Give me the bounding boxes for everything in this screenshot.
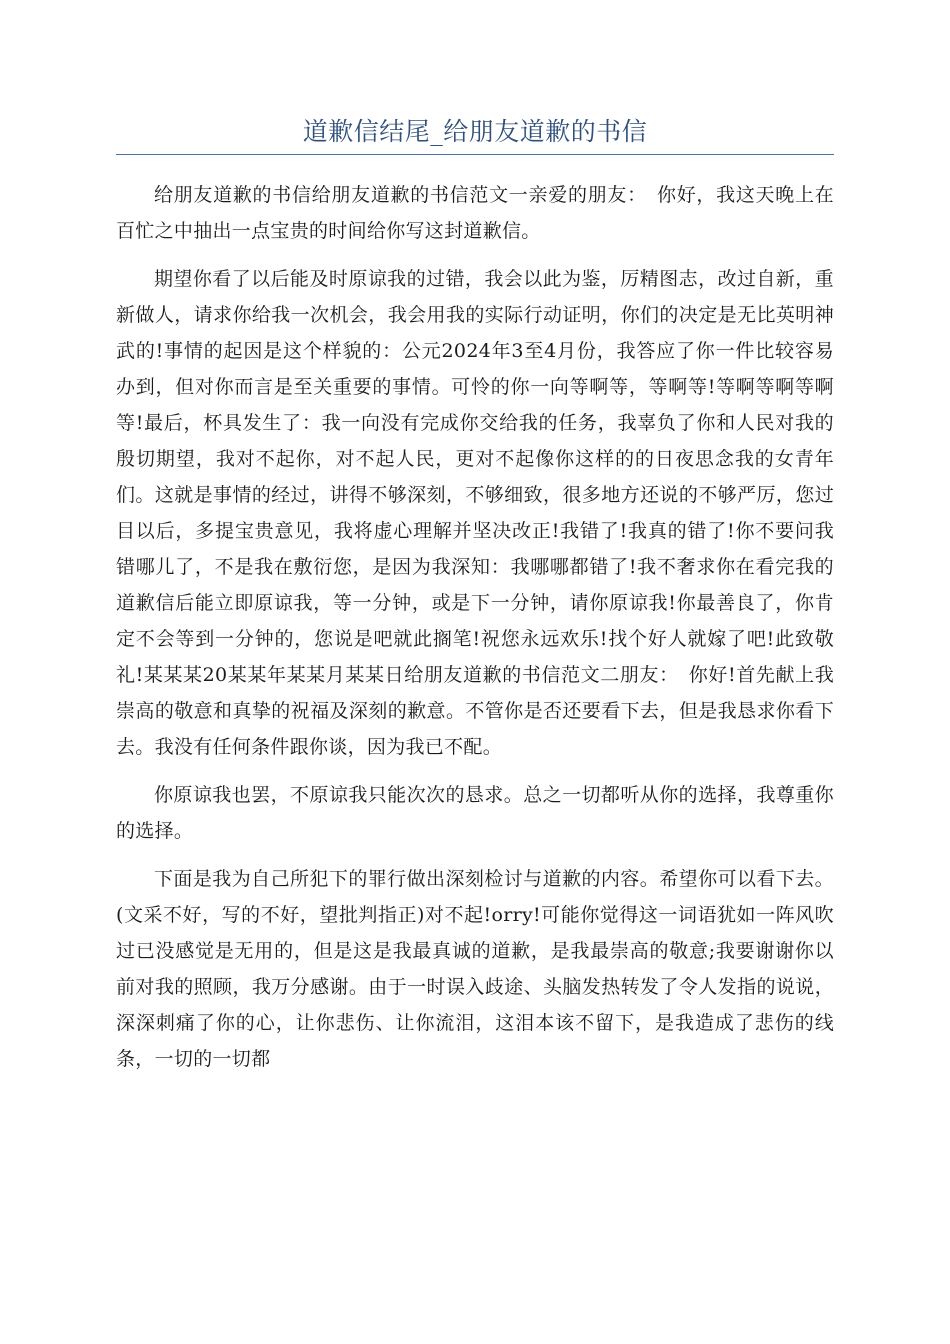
paragraph: 下面是我为自己所犯下的罪行做出深刻检讨与道歉的内容。希望你可以看下去。(文采不好，写的不好，望批判指正)对不起!orry!可能你觉得这一词语犹如一阵风吹过已没感觉是无用的，但是这是我最真诚的道歉，是我最崇高的敬意;我要谢谢你以前对我的照顾，我万分感谢。由于一时误入歧途、头脑发热转发了令人发指的说说，深深刺痛了你的心，让你悲伤、让你流泪，这泪本该不留下，是我造成了悲伤的线条，一切的一切都 bbox=[116, 868, 834, 1070]
paragraph: 期望你看了以后能及时原谅我的过错，我会以此为鉴，厉精图志，改过自新，重新做人，请求你给我一次机会，我会用我的实际行动证明，你们的决定是无比英明神武的!事情的起因是这个样貌的：公元2024年3至4月份，我答应了你一件比较容易办到，但对你而言是至关重要的事情。可怜的你一向等啊等，等啊等!等啊等啊等啊等!最后，杯具发生了：我一向没有完成你交给我的任务，我辜负了你和人民对我的殷切期望，我对不起你，对不起人民，更对不起像你这样的的日夜思念我的女青年们。这就是事情的经过，讲得不够深刻，不够细致，很多地方还说的不够严厉，您过目以后，多提宝贵意见，我将虚心理解并坚决改正!我错了!我真的错了!你不要问我错哪儿了，不是我在敷衍您，是因为我深知：我哪哪都错了!我不奢求你在看完我的道歉信后能立即原谅我，等一分钟，或是下一分钟，请你原谅我!你最善良了，你肯定不会等到一分钟的，您说是吧就此搁笔!祝您永远欢乐!找个好人就嫁了吧!此致敬礼!某某某20某某年某某月某某日给朋友道歉的书信范文二朋友： 你好!首先献上我崇高的敬意和真挚的祝福及深刻的歉意。不管你是否还要看下去，但是我恳求你看下去。我没有任何条件跟你谈，因为我已不配。 bbox=[116, 268, 834, 758]
document-page bbox=[116, 112, 834, 1089]
document-body bbox=[116, 177, 834, 1077]
document-title: 道歉信结尾_给朋友道歉的书信 bbox=[116, 112, 834, 155]
paragraph: 给朋友道歉的书信给朋友道歉的书信范文一亲爱的朋友： 你好，我这天晚上在百忙之中抽出一点宝贵的时间给你写这封道歉信。 bbox=[116, 184, 834, 242]
paragraph: 你原谅我也罢，不原谅我只能次次的恳求。总之一切都听从你的选择，我尊重你的选择。 bbox=[116, 784, 834, 842]
